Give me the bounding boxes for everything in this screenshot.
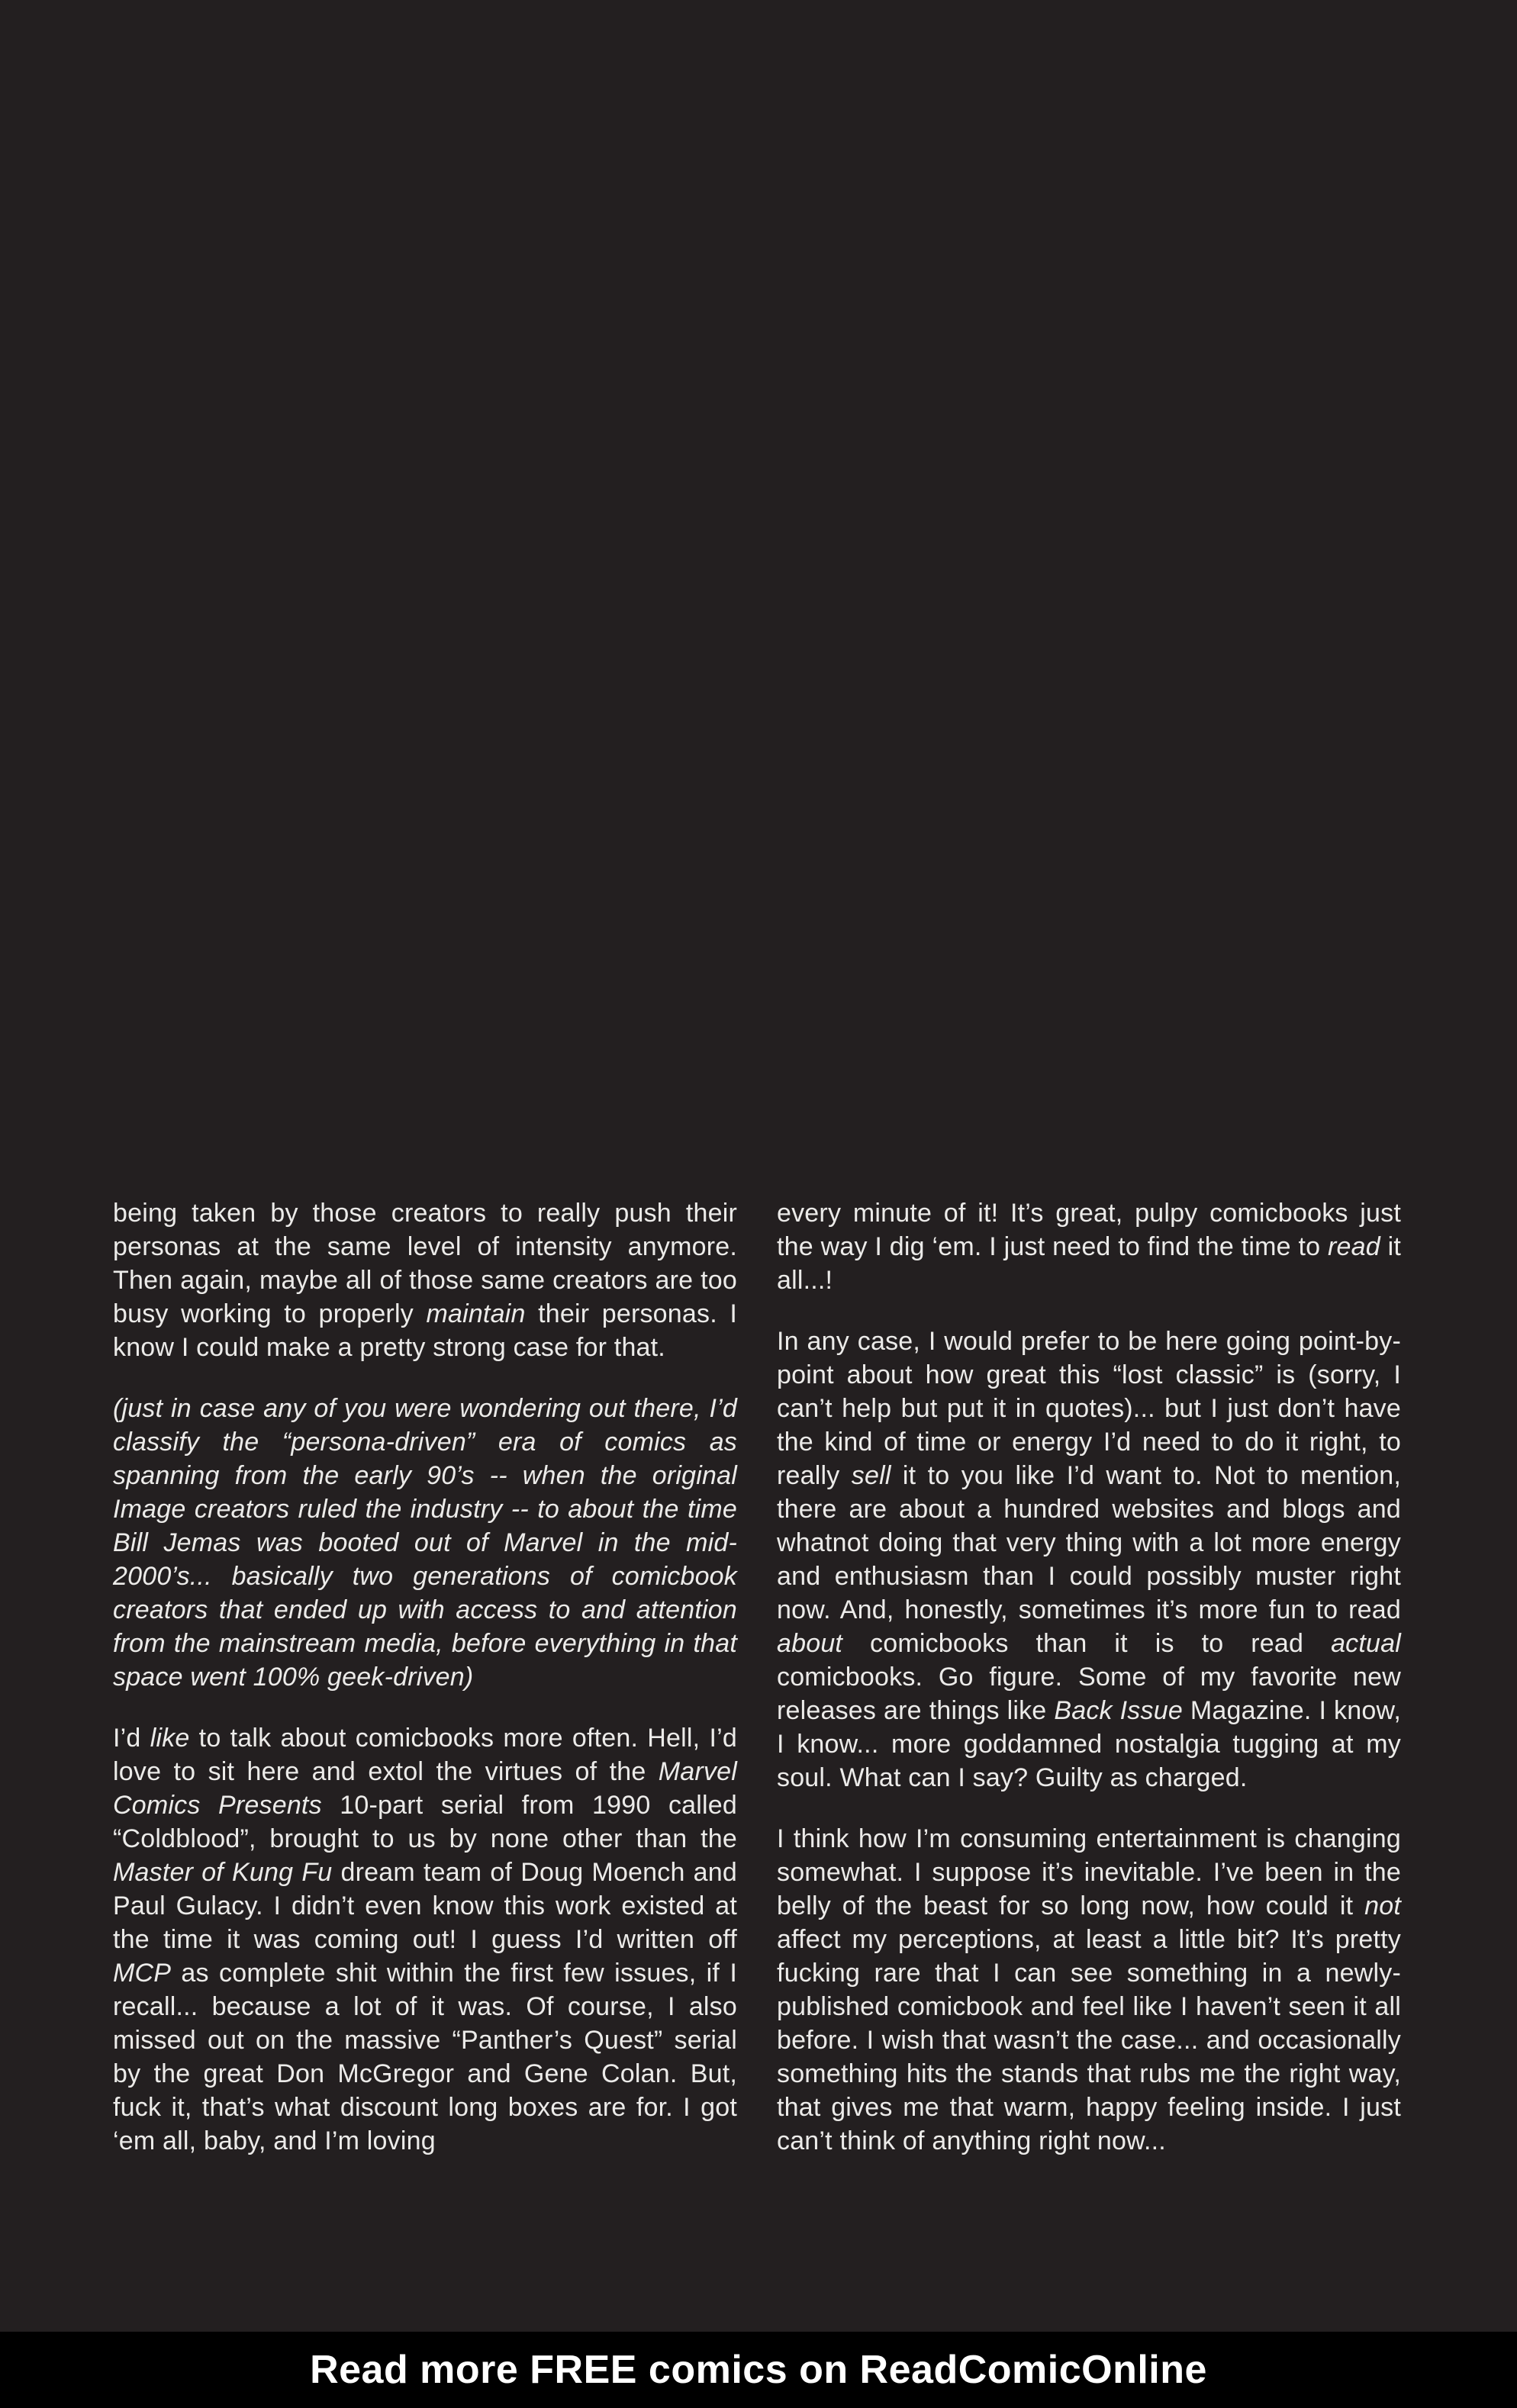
letters-page-text (113, 1196, 1401, 2158)
footer-banner (0, 2332, 1517, 2408)
paragraph: every minute of it! It’s great, pulpy comicbooks just the way I dig ‘em. I just need to find the time to read it all...! (777, 1199, 1402, 1295)
footer-text: Read more FREE comics on ReadComicOnline (310, 2348, 1207, 2392)
paragraph: (just in case any of you were wondering out there, I’d classify the “persona-driven” era of comics as spanning from the early 90’s -- when the original Image creators ruled the industry -- to about the time Bill Jemas was booted out of Marvel in the mid-2000’s... basically two generations of comicbook creators that ended up with access to and attention from the mainstream media, before everything in that space went 100% geek-driven) (113, 1394, 737, 1692)
paragraph: I think how I’m consuming entertainment is changing somewhat. I suppose it’s inevitable. I’ve been in the belly of the beast for so long now, how could it not affect my perceptions, at least a little bit? It’s pretty fucking rare that I can see something in a newly-published comicbook and feel like I haven’t seen it all before. I wish that wasn’t the case... and occasionally something hits the stands that rubs me the right way, that gives me that warm, happy feeling inside. I just can’t think of anything right now... (777, 1824, 1401, 2155)
text-column-right (777, 1196, 1401, 2158)
paragraph: I’d like to talk about comicbooks more often. Hell, I’d love to sit here and extol the virtues of the Marvel Comics Presents 10-part serial from 1990 called “Coldblood”, brought to us by none other than the Master of Kung Fu dream team of Doug Moench and Paul Gulacy. I didn’t even know this work existed at the time it was coming out! I guess I’d written off MCP as complete shit within the first few issues, if I recall... because a lot of it was. Of course, I also missed out on the massive “Panther’s Quest” serial by the great Don McGregor and Gene Colan. But, fuck it, that’s what discount long boxes are for. I got ‘em all, baby, and I’m loving (113, 1724, 737, 2155)
paragraph: In any case, I would prefer to be here going point-by-point about how great this “lost classic” is (sorry, I can’t help but put it in quotes)... but I just don’t have the kind of time or energy I’d need to do it right, to really sell it to you like I’d want to. Not to mention, there are about a hundred websites and blogs and whatnot doing that very thing with a lot more energy and enthusiasm than I could possibly muster right now. And, honestly, sometimes it’s more fun to read about comicbooks than it is to read actual comicbooks. Go figure. Some of my favorite new releases are things like Back Issue Magazine. I know, I know... more goddamned nostalgia tugging at my soul. What can I say? Guilty as charged. (777, 1327, 1401, 1792)
text-column-left (113, 1196, 737, 2158)
paragraph: being taken by those creators to really push their personas at the same level of intensity anymore. Then again, maybe all of those same creators are too busy working to properly maintain their personas. I know I could make a pretty strong case for that. (113, 1199, 738, 1362)
